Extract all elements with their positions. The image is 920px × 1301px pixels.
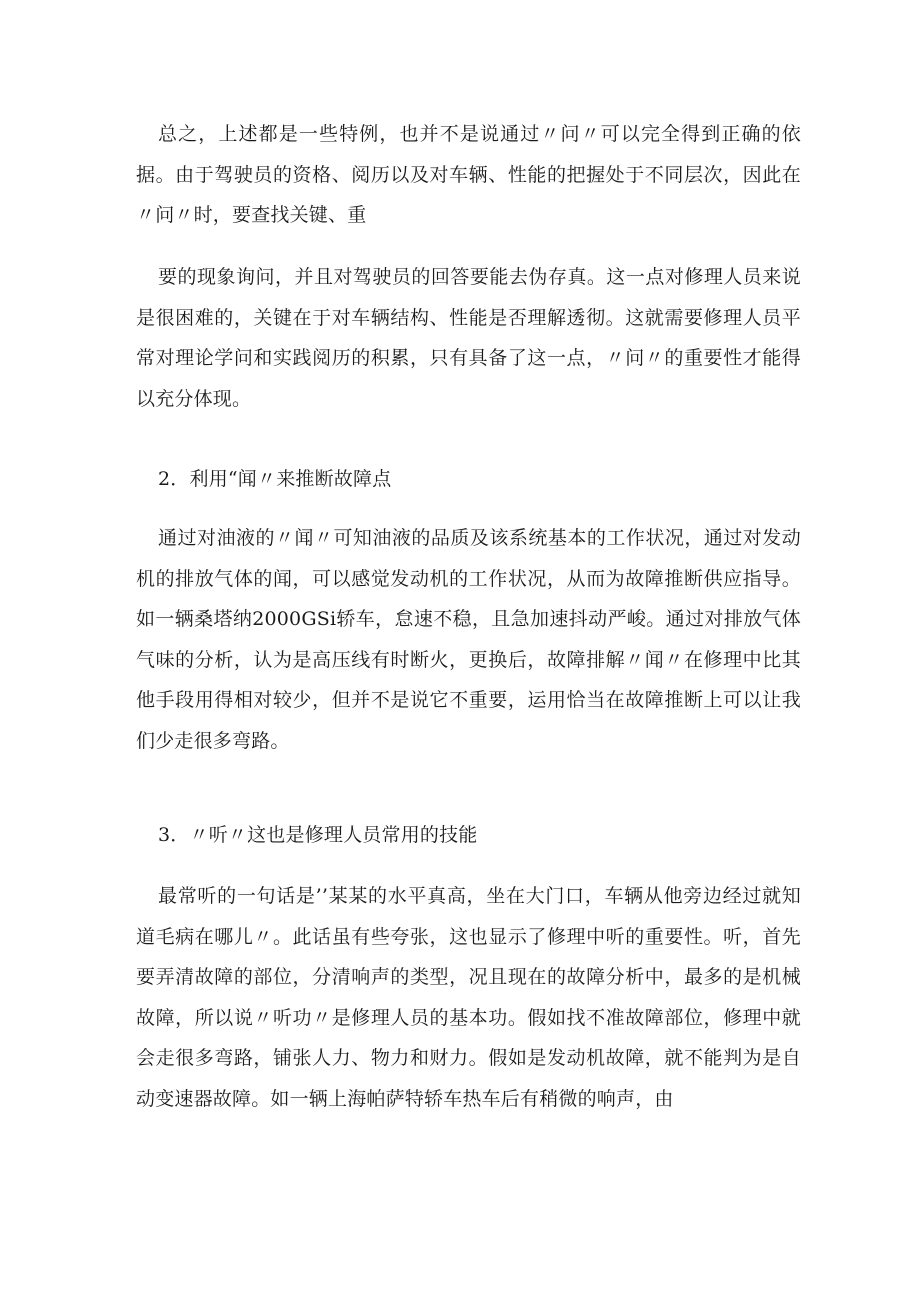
paragraph-listen: 最常听的一句话是’’某某的水平真高，坐在大门口，车辆从他旁边经过就知道毛病在哪儿〃。此话虽有些夸张，这也显示了修理中听的重要性。听，首先要弄清故障的部位，分清响声的类型，况且现在的故障分析中，最多的是机械故障，所以说〃听功〃是修理人员的基本功。假如找不准故障部位，修理中就会走很多弯路，铺张人力、物力和财力。假如是发动机故障，就不能判为是自动变速器故障。如一辆上海帕萨特轿车热车后有稍微的响声，由 [136, 885, 801, 1110]
paragraph-summary: 总之，上述都是一些特例，也并不是说通过〃问〃可以完全得到正确的依据。由于驾驶员的资格、阅历以及对车辆、性能的把握处于不同层次，因此在〃问〃时，要查找关键、重 [136, 123, 801, 226]
paragraph-ask-importance: 要的现象询问，并且对驾驶员的回答要能去伪存真。这一点对修理人员来说是很困难的，关键在于对车辆结构、性能是否理解透彻。这就需要修理人员平常对理论学问和实践阅历的积累，只有具备了这一点，〃问〃的重要性才能得以充分体现。 [136, 266, 801, 410]
section-heading-listen: 3．〃听〃这也是修理人员常用的技能 [158, 824, 478, 846]
paragraph-smell: 通过对油液的〃闻〃可知油液的品质及该系统基本的工作状况，通过对发动机的排放气体的闻，可以感觉发动机的工作状况，从而为故障推断供应指导。如一辆桑塔纳2000GSi轿车，怠速不稳，且急加速抖动严峻。通过对排放气体气味的分析，认为是高压线有时断火，更换后，故障排解〃闻〃在修理中比其他手段用得相对较少，但并不是说它不重要，运用恰当在故障推断上可以让我们少走很多弯路。 [136, 527, 801, 752]
section-heading-smell: 2．利用“闻〃来推断故障点 [158, 468, 392, 490]
